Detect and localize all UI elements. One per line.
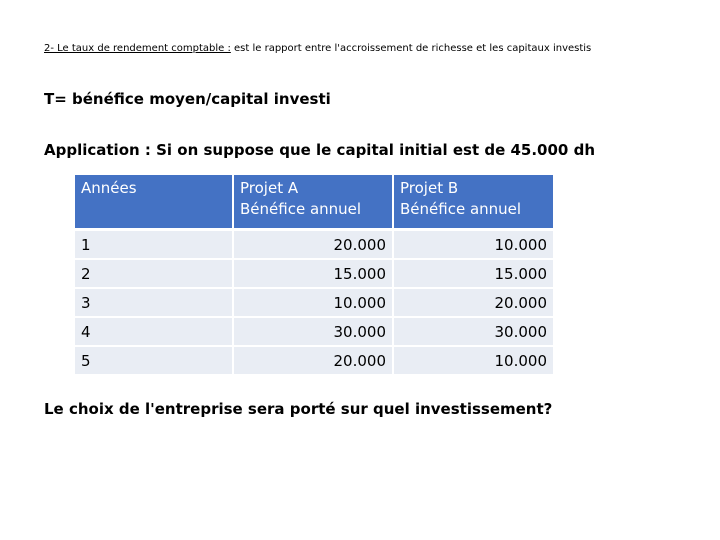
project-b-cell: 15.000 [393,259,553,288]
table-row [75,259,553,288]
project-a-cell: 10.000 [233,288,393,317]
table-row [75,288,553,317]
project-a-cell: 20.000 [233,230,393,260]
table-row [75,230,553,260]
project-b-cell: 30.000 [393,317,553,346]
profit-table [75,175,553,376]
table-header-row [75,175,553,230]
year-cell: 1 [75,230,233,260]
project-a-cell: 15.000 [233,259,393,288]
year-cell: 4 [75,317,233,346]
section-heading-title: 2- Le taux de rendement comptable : [44,43,231,54]
header-project-a-sub: Bénéfice annuel [240,200,362,218]
year-cell: 3 [75,288,233,317]
header-project-b [393,175,553,230]
header-project-a [233,175,393,230]
project-b-cell: 10.000 [393,230,553,260]
header-project-b-sub: Bénéfice annuel [400,200,522,218]
application-text: Application : Si on suppose que le capital initial est de 45.000 dh [44,141,596,159]
project-a-cell: 20.000 [233,346,393,375]
table-row [75,317,553,346]
header-project-a-name: Projet A [240,179,299,197]
header-project-b-name: Projet B [400,179,459,197]
section-heading-definition: est le rapport entre l'accroissement de richesse et les capitaux investis [230,43,592,54]
project-b-cell: 10.000 [393,346,553,375]
section-heading [44,43,591,54]
header-years-label: Années [81,179,137,197]
formula-text: T= bénéfice moyen/capital investi [44,90,331,108]
table-row [75,346,553,375]
year-cell: 5 [75,346,233,375]
project-a-cell: 30.000 [233,317,393,346]
header-years [75,175,233,230]
question-text: Le choix de l'entreprise sera porté sur quel investissement? [44,400,553,418]
project-b-cell: 20.000 [393,288,553,317]
year-cell: 2 [75,259,233,288]
